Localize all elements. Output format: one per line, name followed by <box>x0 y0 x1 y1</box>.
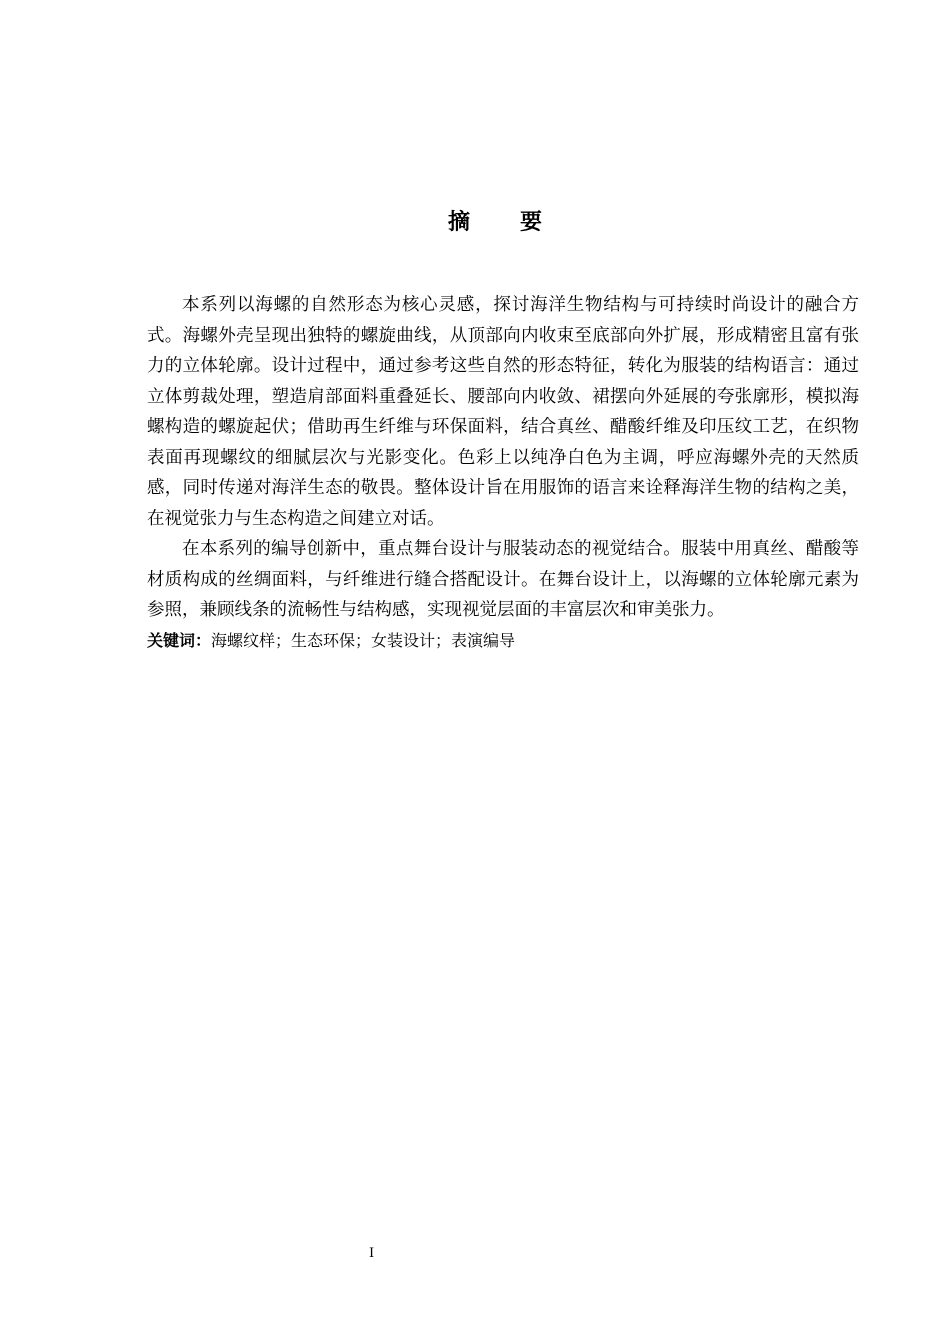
abstract-paragraph-2: 在本系列的编导创新中，重点舞台设计与服装动态的视觉结合。服装中用真丝、醋酸等材质构成的丝绸面料，与纤维进行缝合搭配设计。在舞台设计上，以海螺的立体轮廓元素为参照，兼顾线条的流畅性与结构感，实现视觉层面的丰富层次和审美张力。 <box>147 539 859 620</box>
keywords-label: 关键词： <box>147 630 212 650</box>
keywords-text: 海螺纹样；生态环保；女装设计；表演编导 <box>211 630 516 650</box>
page-title: 摘要 <box>447 209 592 235</box>
keywords-line <box>147 626 859 656</box>
page-number: I <box>369 1246 375 1261</box>
abstract-body <box>147 290 859 656</box>
abstract-paragraph-1: 本系列以海螺的自然形态为核心灵感，探讨海洋生物结构与可持续时尚设计的融合方式。海螺外壳呈现出独特的螺旋曲线，从顶部向内收束至底部向外扩展，形成精密且富有张力的立体轮廓。设计过程中，通过参考这些自然的形态特征，转化为服装的结构语言：通过立体剪裁处理，塑造肩部面料重叠延长、腰部向内收敛、裙摆向外延展的夸张廓形，模拟海螺构造的螺旋起伏；借助再生纤维与环保面料，结合真丝、醋酸纤维及印压纹工艺，在织物表面再现螺纹的细腻层次与光影变化。色彩上以纯净白色为主调，呼应海螺外壳的天然质感，同时传递对海洋生态的敬畏。整体设计旨在用服饰的语言来诠释海洋生物的结构之美，在视觉张力与生态构造之间建立对话。 <box>147 295 859 529</box>
